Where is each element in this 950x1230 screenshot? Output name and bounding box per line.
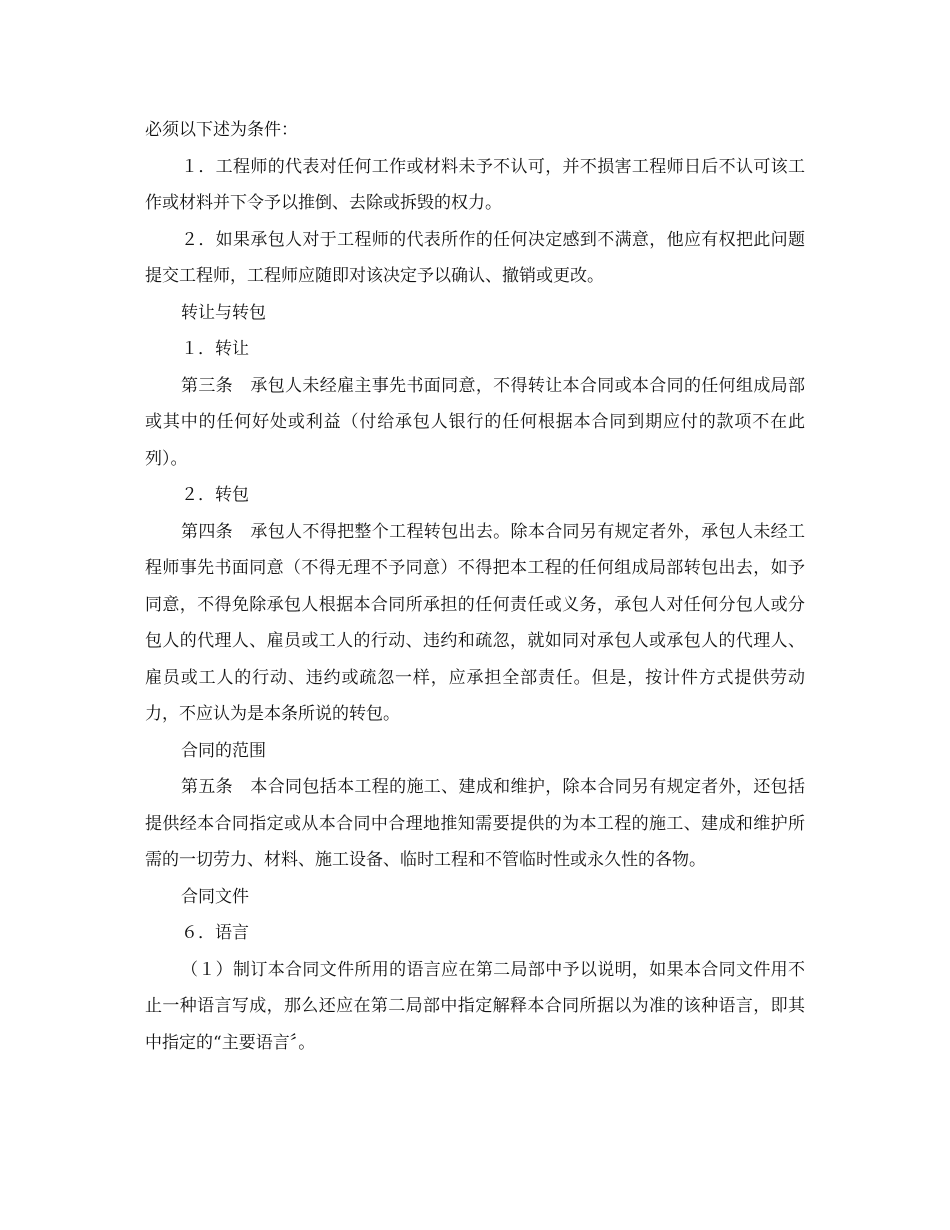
section-heading-assignment: 转让与转包 xyxy=(181,302,266,323)
paragraph-article-4: 第四条 承包人不得把整个工程转包出去。除本合同另有规定者外，承包人未经工程师事先书面同意（不得无理不予同意）不得把本工程的任何组成局部转包出去，如予同意，不得免除承包人根据本合同所承担的任何责任或义务，承包人对任何分包人或分包人的代理人、雇员或工人的行动、违约和疏忽，就如同对承包人或承包人的代理人、雇员或工人的行动、违约或疏忽一样，应承担全部责任。但是，按计件方式提供劳动力，不应认为是本条所说的转包。 xyxy=(145,521,805,724)
section-heading-documents: 合同文件 xyxy=(181,886,249,907)
document-body xyxy=(145,112,805,1061)
subheading-subcontract: ２．转包 xyxy=(181,485,249,505)
paragraph-item-1: １．工程师的代表对任何工作或材料未予不认可，并不损害工程师日后不认可该工作或材料并下令予以推倒、去除或拆毁的权力。 xyxy=(145,156,805,213)
paragraph-article-5: 第五条 本合同包括本工程的施工、建成和维护，除本合同另有规定者外，还包括提供经本合同指定或从本合同中合理地推知需要提供的为本工程的施工、建成和维护所需的一切劳力、材料、施工设备、临时工程和不管临时性或永久性的各物。 xyxy=(145,777,805,870)
subheading-language: ６．语言 xyxy=(181,923,249,943)
paragraph-item-2: ２．如果承包人对于工程师的代表所作的任何决定感到不满意，他应有权把此问题提交工程师，工程师应随即对该决定予以确认、撤销或更改。 xyxy=(145,229,805,286)
section-heading-scope: 合同的范围 xyxy=(181,740,266,761)
subheading-assignment: １．转让 xyxy=(181,339,249,359)
paragraph-article-3: 第三条 承包人未经雇主事先书面同意，不得转让本合同或本合同的任何组成局部或其中的任何好处或利益（付给承包人银行的任何根据本合同到期应付的款项不在此列）。 xyxy=(145,375,805,469)
paragraph-conditions: 必须以下述为条件： xyxy=(145,120,298,140)
paragraph-language-1: （１）制订本合同文件所用的语言应在第二局部中予以说明，如果本合同文件用不止一种语言写成，那么还应在第二局部中指定解释本合同所据以为准的该种语言，即其中指定的“主要语言〞。 xyxy=(145,959,805,1053)
